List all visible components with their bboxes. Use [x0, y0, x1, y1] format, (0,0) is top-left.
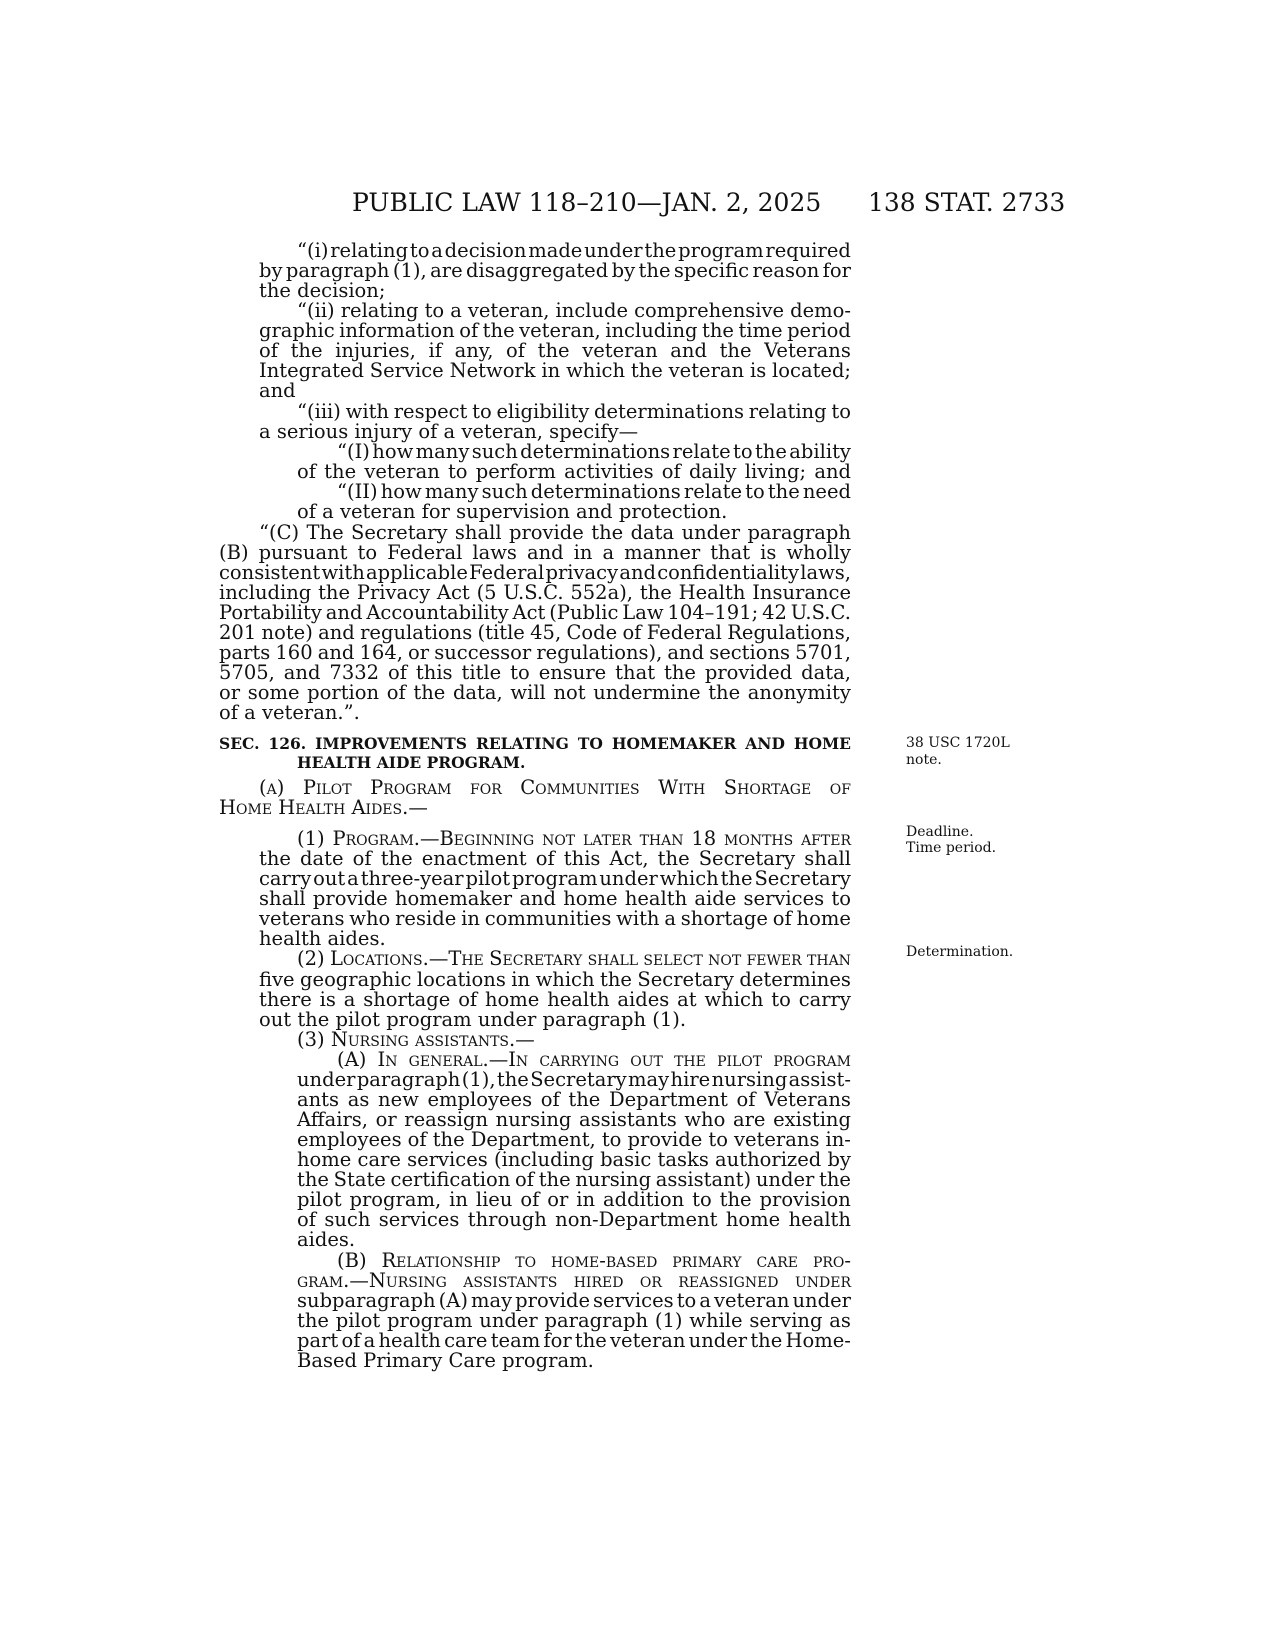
text-line: Portability and Accountability Act (Public Law 104–191; 42 U.S.C. — [219, 601, 851, 624]
text-line: health aides. — [259, 927, 386, 950]
text-line: consistent with applicable Federal privacy and confidentiality laws, — [219, 561, 851, 584]
text-line: (B) Relationship to home-based primary care pro- — [337, 1249, 851, 1272]
text-line: the pilot program under paragraph (1) while serving as — [297, 1309, 851, 1332]
text-line: HEALTH AIDE PROGRAM. — [297, 753, 526, 772]
text-line: subparagraph (A) may provide services to a veteran under — [297, 1289, 851, 1312]
text-line: the decision; — [259, 279, 386, 302]
text-line: of the injuries, if any, of the veteran and the Veterans — [259, 339, 851, 362]
text-line: part of a health care team for the veteran under the Home- — [297, 1329, 851, 1352]
running-header-page-number: 138 STAT. 2733 — [868, 188, 1066, 217]
text-line: including the Privacy Act (5 U.S.C. 552a), the Health Insurance — [219, 581, 851, 604]
text-line: “(I) how many such determinations relate to the ability — [337, 440, 851, 463]
text-line: of a veteran.”. — [219, 701, 360, 724]
text-line: veterans who reside in communities with a shortage of home — [259, 907, 851, 930]
text-line: (a) Pilot Program for Communities With Shortage of — [259, 776, 851, 799]
text-line: “(C) The Secretary shall provide the data under paragraph — [259, 521, 851, 544]
text-line: (1) Program.—Beginning not later than 18 months after — [297, 827, 851, 850]
text-line: a serious injury of a veteran, specify— — [259, 420, 639, 443]
running-header-title: PUBLIC LAW 118–210—JAN. 2, 2025 — [352, 188, 822, 217]
text-line: SEC. 126. IMPROVEMENTS RELATING TO HOMEMAKER AND HOME — [219, 734, 851, 753]
text-line: Integrated Service Network in which the veteran is located; — [259, 359, 851, 382]
text-line: Based Primary Care program. — [297, 1349, 594, 1372]
text-line: gram.—Nursing assistants hired or reassigned under — [297, 1269, 851, 1292]
text-line: (2) Locations.—The Secretary shall select not fewer than — [297, 947, 851, 970]
text-line: under paragraph (1), the Secretary may hire nursing assist- — [297, 1068, 851, 1091]
text-line: Home Health Aides.— — [219, 796, 428, 819]
text-line: of the veteran to perform activities of daily living; and — [297, 460, 851, 483]
text-line: by paragraph (1), are disaggregated by the specific reason for — [259, 259, 851, 282]
text-line: the State certification of the nursing assistant) under the — [297, 1168, 851, 1191]
text-line: or some portion of the data, will not undermine the anonymity — [219, 681, 851, 704]
margin-note: Determination. — [906, 944, 1014, 960]
text-line: of a veteran for supervision and protection. — [297, 500, 728, 523]
text-line: and — [259, 379, 296, 402]
text-line: “(II) how many such determinations relate to the need — [337, 480, 851, 503]
text-line: the date of the enactment of this Act, the Secretary shall — [259, 847, 851, 870]
text-line: ants as new employees of the Department of Veterans — [297, 1088, 851, 1111]
text-line: 5705, and 7332 of this title to ensure that the provided data, — [219, 661, 851, 684]
text-line: out the pilot program under paragraph (1). — [259, 1008, 687, 1031]
text-line: aides. — [297, 1228, 356, 1251]
text-line: home care services (including basic tasks authorized by — [297, 1148, 851, 1171]
margin-note: Deadline. — [906, 824, 974, 840]
margin-note: 38 USC 1720L — [906, 735, 1010, 751]
text-line: graphic information of the veteran, including the time period — [259, 319, 851, 342]
text-line: shall provide homemaker and home health aide services to — [259, 887, 851, 910]
text-line: (B) pursuant to Federal laws and in a manner that is wholly — [219, 541, 851, 564]
text-line: five geographic locations in which the Secretary determines — [259, 968, 851, 991]
text-line: of such services through non-Department home health — [297, 1208, 851, 1231]
text-line: “(iii) with respect to eligibility determinations relating to — [297, 400, 851, 423]
text-line: there is a shortage of home health aides at which to carry — [259, 988, 851, 1011]
text-line: Affairs, or reassign nursing assistants who are existing — [297, 1108, 851, 1131]
text-line: “(i) relating to a decision made under the program required — [297, 239, 851, 262]
text-line: “(ii) relating to a veteran, include comprehensive demo- — [297, 299, 851, 322]
text-line: 201 note) and regulations (title 45, Code of Federal Regulations, — [219, 621, 851, 644]
text-line: (3) Nursing assistants.— — [297, 1028, 535, 1051]
margin-note: note. — [906, 752, 942, 768]
text-line: parts 160 and 164, or successor regulations), and sections 5701, — [219, 641, 851, 664]
text-line: employees of the Department, to provide to veterans in- — [297, 1128, 851, 1151]
margin-note: Time period. — [906, 840, 997, 856]
text-line: (A) In general.—In carrying out the pilot program — [337, 1048, 851, 1071]
text-line: carry out a three-year pilot program under which the Secretary — [259, 867, 851, 890]
text-line: pilot program, in lieu of or in addition to the provision — [297, 1188, 851, 1211]
